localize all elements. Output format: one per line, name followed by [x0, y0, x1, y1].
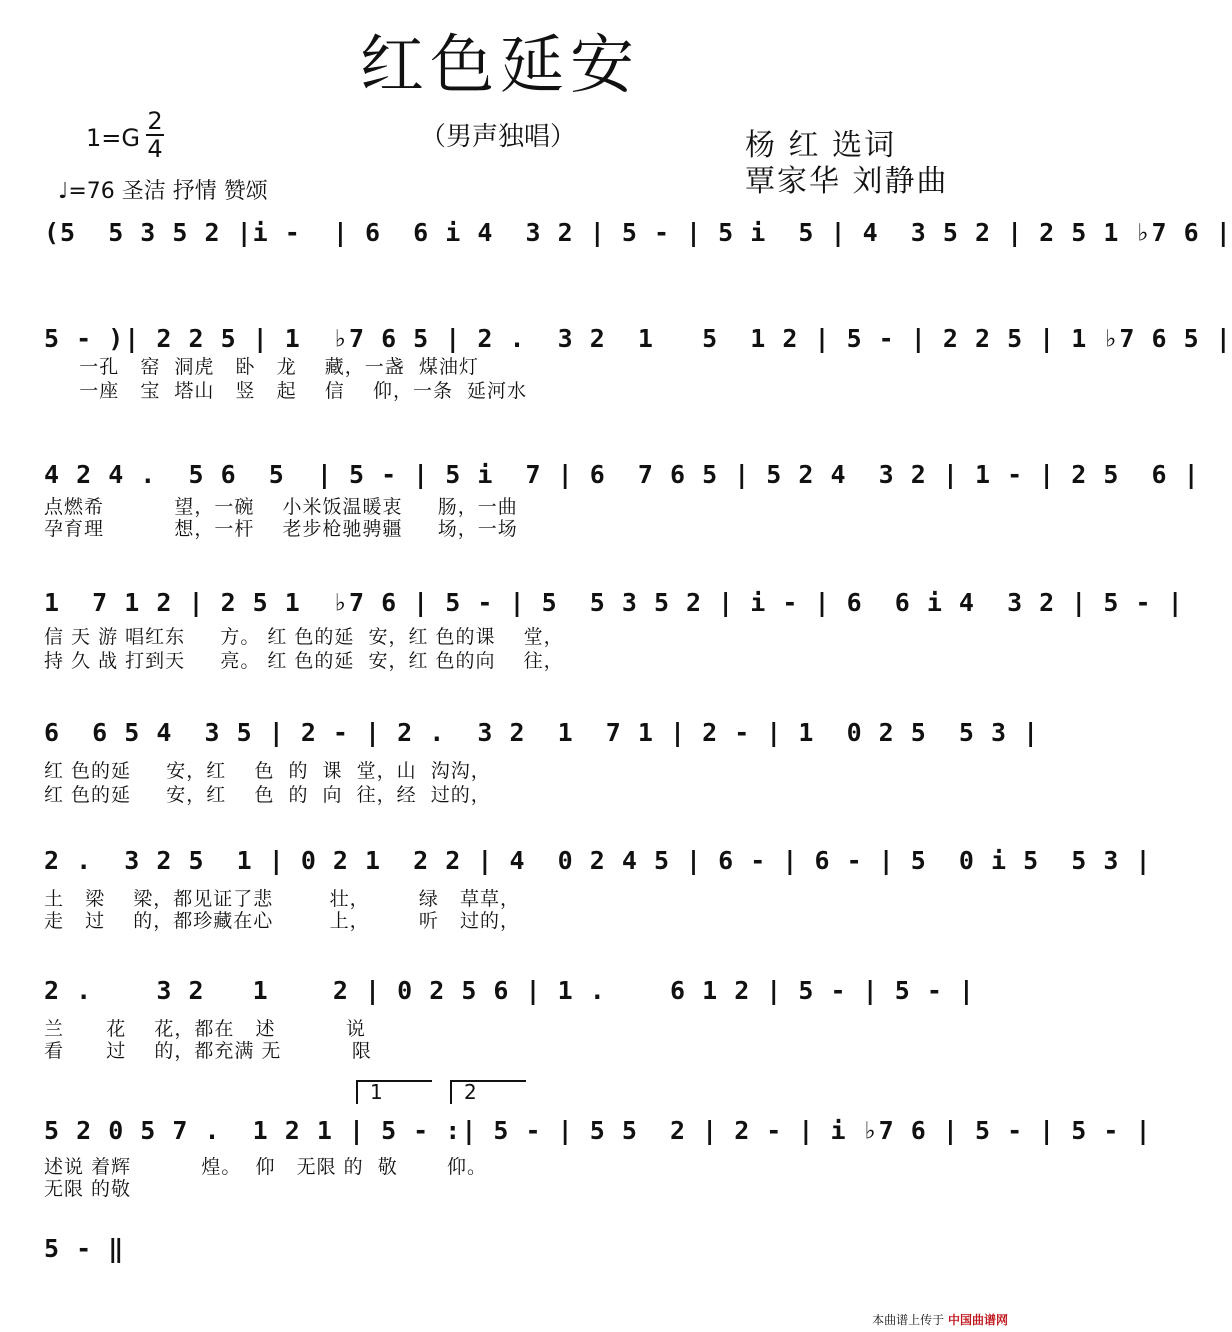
score-line-4: 1 7 1 2 | 2 5 1 ♭7 6 | 5 - | 5 5 3 5 2 | i - | 6 6 i 4 3 2 | 5 - | — [44, 588, 1184, 617]
lyric-line-6b: 走 过 的，都珍藏在心 上， 听 过的， — [44, 910, 520, 932]
lyric-line-2b: 一座 宝 塔山 竖 起 信 仰，一条 延河水 — [44, 380, 528, 402]
lyric-line-2a: 一孔 窑 洞虎 卧 龙 藏，一盏 煤油灯 — [44, 356, 479, 378]
composer: 覃家华 刘静曲 — [745, 164, 949, 199]
lyric-line-3b: 孕育理 想，一杆 老步枪驰骋疆 场，一场 — [44, 518, 518, 540]
site-logo[interactable]: 中国曲谱网 — [947, 1313, 1008, 1327]
score-line-6: 2 . 3 2 5 1 | 0 2 1 2 2 | 4 0 2 4 5 | 6 - | 6 - | 5 0 i 5 5 3 | — [44, 846, 1152, 875]
lyric-line-6a: 土 梁 梁，都见证了悲 壮， 绿 草草， — [44, 888, 520, 910]
second-ending-bracket — [450, 1080, 526, 1104]
score-line-9: 5 - ‖ — [44, 1234, 125, 1263]
footer-text: 本曲谱上传于 — [872, 1313, 945, 1327]
score-line-3: 4 2 4 . 5 6 5 | 5 - | 5 i 7 | 6 7 6 5 | 5 2 4 3 2 | 1 - | 2 5 6 | — [44, 460, 1200, 489]
tempo-mark: ♩=76 圣洁 抒情 赞颂 — [58, 179, 268, 204]
lyric-line-4a: 信 天 游 唱红东 方。 红 色的延 安，红 色的课 堂， — [44, 626, 564, 648]
score-line-7: 2 . 3 2 1 2 | 0 2 5 6 | 1 . 6 1 2 | 5 - | 5 - | — [44, 976, 975, 1005]
score-line-5: 6 6 5 4 3 5 | 2 - | 2 . 3 2 1 7 1 | 2 - | 1 0 2 5 5 3 | — [44, 718, 1040, 747]
page-title: 红色延安 — [360, 29, 640, 103]
score-line-1: (5 5 3 5 2 |i - | 6 6 i 4 3 2 | 5 - | 5 i 5 | 4 3 5 2 | 2 5 1 ♭7 6 | — [44, 218, 1232, 247]
first-ending-bracket — [356, 1080, 432, 1104]
lyric-line-5a: 红 色的延 安，红 色 的 课 堂，山 沟沟， — [44, 760, 491, 782]
lyricist: 杨 红 选词 — [745, 128, 897, 163]
time-top: 2 — [147, 107, 163, 135]
time-signature — [146, 108, 164, 162]
lyric-line-7b: 看 过 的，都充满 无 限 — [44, 1040, 372, 1062]
subtitle: （男声独唱） — [420, 122, 577, 152]
lyric-line-4b: 持 久 战 打到天 亮。 红 色的延 安，红 色的向 往， — [44, 650, 564, 672]
footer — [872, 1311, 1008, 1328]
time-bottom: 4 — [147, 135, 163, 163]
lyric-line-8a: 述说 着辉 煌。 仰 无限 的 敬 仰。 — [44, 1156, 488, 1178]
first-ending-label: 1 — [370, 1080, 383, 1104]
lyric-line-3a: 点燃希 望，一碗 小米饭温暖衷 肠，一曲 — [44, 496, 518, 518]
lyric-line-8b: 无限 的敬 — [44, 1178, 132, 1200]
score-line-8: 5 2 0 5 7 . 1 2 1 | 5 - :| 5 - | 5 5 2 | 2 - | i ♭7 6 | 5 - | 5 - | — [44, 1116, 1152, 1145]
key-signature: 1=G — [86, 124, 140, 152]
score-line-2: 5 - )| 2 2 5 | 1 ♭7 6 5 | 2 . 3 2 1 5 1 2 | 5 - | 2 2 5 | 1 ♭7 6 5 | — [44, 324, 1232, 353]
second-ending-label: 2 — [464, 1080, 477, 1104]
lyric-line-5b: 红 色的延 安，红 色 的 向 往，经 过的， — [44, 784, 491, 806]
lyric-line-7a: 兰 花 花，都在 述 说 — [44, 1018, 366, 1040]
